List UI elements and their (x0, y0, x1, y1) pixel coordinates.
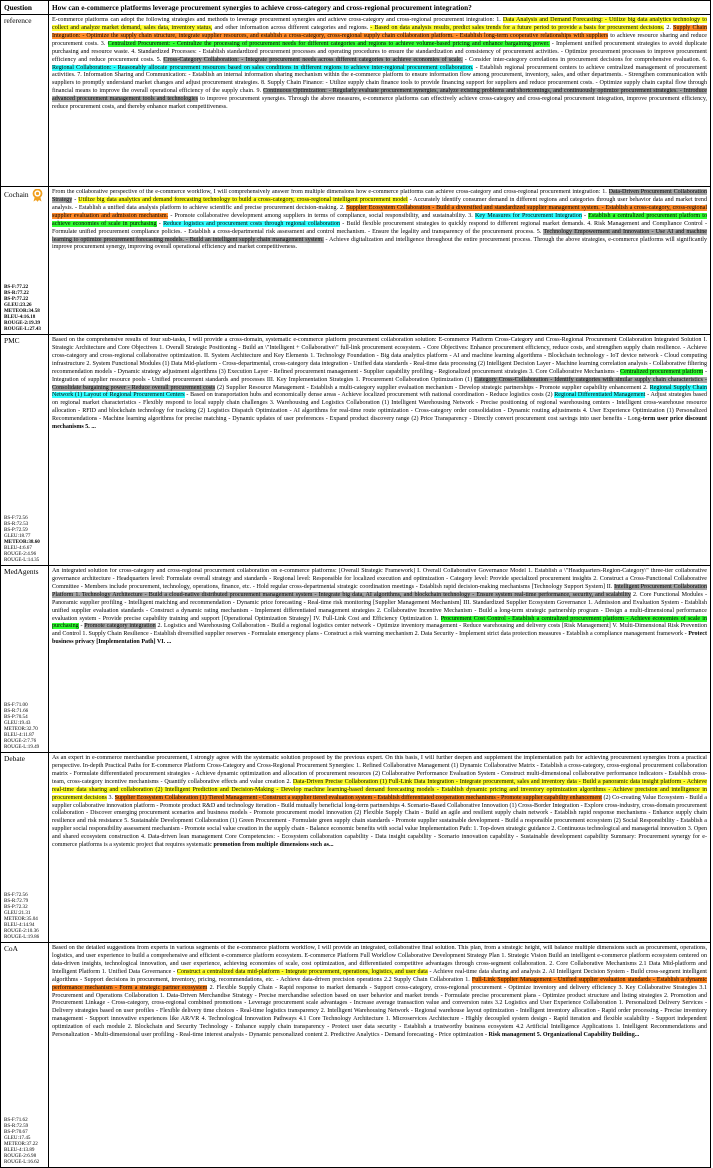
metric-value: GLEU:21.31 (4, 910, 31, 917)
text-run: 3. (106, 794, 115, 801)
highlight-yellow: - Based on data analysis results, predict sales trends for a future period to provide a basis for procurement decisions. (370, 25, 665, 32)
text-run: - Promote collaborative development among suppliers in terms of compliance, social responsibility, and sustainability. 3. (168, 212, 475, 219)
metric-value: ROUGE-L:14.35 (4, 557, 40, 564)
answer-cell (49, 15, 711, 187)
header-row (1, 1, 711, 15)
highlight-yellow: Utilize big data analytics and demand forecasting technology to build a cross-category, cross-regional intelligent procurement model (78, 197, 408, 204)
highlight-yellow: Construct a centralized data mid-platform - Integrate procurement, operations, logistics, and user data (176, 968, 428, 975)
metric-value: BS-F:71.62 (4, 1117, 28, 1124)
text-run: 2. Flexible Supply Chain - Rapid response to market demands - Support cross-category, cross-regional procurement - Optimize inventory and delivery efficiency 3. Key Collaborative Strategies 3.1 Procurement and Operations Collaboration 1. Data-Driven Merchandise Strategy - Precise merchandise selection based on user behavior and market trends - Formulate precise procurement plans - Optimize product structure and listing strategies 2. Promotion and Procurement Linkage - Cross-category, cross-regional combined promotions - Leverage procurement scale advantages - Increase average transaction value and conversion rates 3.2 Logistics and User Experience Collaboration 1. Personalized Delivery Services - Delivery strategies based on user profiles - Flexible delivery time choices - Real-time logistics transparency 2. Intelligent Warehousing Network - Regional warehouse layout optimization - Intelligent inventory allocation - Rapid order processing - Precise inventory management - Support innovative experiences like AR/VR 4. Technological Innovation Pathways 4.1 Core Technology Architecture 1. Microservices Architecture - Highly decoupled system design - Rapid iteration and flexible scalability - Support independent optimization of each module 2. Blockchain and Security Technology - Enhance supply chain transparency - Protect user data security - Establish a trustworthy business ecosystem 4.2 Artificial Intelligence Applications 1. Intelligent Recommendations and Personalization - Multi-dimensional user profiling - Real-time interest analysis - Dynamic personalized content 2. Predictive Analytics - Demand forecasting - Price optimization - (52, 984, 707, 1039)
highlight-orange: Supplier Ecosystem Collaboration (1) Tiered Management - Construct a supplier tiered evaluation system - Establish differentiated cooperation mechanisms - Promote supplier capability enhancement (114, 794, 602, 801)
answer-cell (49, 335, 711, 566)
answer-text (52, 568, 707, 647)
method-name: Cochain (4, 190, 29, 200)
metric-value: ROUGE-L:16.62 (4, 1159, 40, 1166)
highlight-yellow: Data Analysis and Demand Forecasting: - Utilize big data analytics technology to collect and analyze market demand, sales data, inventory status, (52, 17, 707, 32)
text-run: Based on the comprehensive results of four sub-tasks, I will provide a cross-domain, systematic e-commerce platform procurement collaboration solution: E-commerce Platform Cross-Category and Cross-Regional Procurement Collaboration Integrated Solution I. Strategic Architecture and Core Objectives 1. Overall Strategic Positioning - Build an \"Intelligent + Collaborative\" full-link procurement ecosystem. - Core Objectives: Enhance procurement efficiency, reduce costs, and strengthen supply chain resilience. - Achieve cross-category and cross-regional collaborative optimization. II. System Architecture and Key Elements 1. Technology Foundation - Big data analytics platform - AI and machine learning algorithms - Blockchain technology - IoT device network - Cloud computing infrastructure 2. System Functional Modules (1) Data Mid-platform - Cross-departmental, cross-category data integration - Unified data standards - Real-time data processing (2) Intelligent Decision Layer - Machine learning correlation analysis - Collaborative filtering recommendation models - Dynamic strategy adjustment algorithms (3) Execution Layer - Refined procurement management - Supplier capability profiling - Regionalized procurement strategies 3. Core Collaborative Mechanisms - (52, 337, 707, 375)
answer-text (52, 17, 707, 112)
metric-value: BLEU-4:16.18 (4, 314, 36, 321)
metric-value: ROUGE-2:10.36 (4, 928, 39, 935)
question-text: How can e-commerce platforms leverage procurement synergies to achieve cross-category and cross-regional procurement integration? (49, 1, 711, 15)
metrics-list (4, 1117, 45, 1165)
text-run: - Consider inter-category correlations in procurement decisions for comprehensive evaluation. 6. (462, 56, 707, 63)
highlight-orange: Supplier Ecosystem Collaboration - Build a diversified and standardized supplier management system. - Establish a cross-category, cross-regional supplier evaluation and admission mechanism. (52, 204, 707, 219)
highlight-orange: Full-Link Supplier Management - Unified supplier evaluation standards - Establish a dynamic performance mechanism - Form a strategic partner ecosystem (52, 976, 707, 991)
metric-value: ROUGE-2:6.98 (4, 1153, 37, 1160)
highlight-orange: Supply Chain Integration: - Optimize the supply chain structure, integrate supplier resources, and establish a cross-category, cross-regional supply chain collaboration platform. - Establish long-term cooperative relationships with suppliers (52, 25, 707, 39)
metric-value: BS-R:77.22 (4, 290, 29, 297)
text-run: - Implement unified procurement strategies to avoid duplicate purchasing and resource waste. 4. Standardized Processes: - Establish standardized procurement processes and operating procedures to ensure the standardization and consistency of procurement activities. - Optimize procurement processes to improve procurement efficiency and reduce procurement costs. 5. (52, 40, 707, 63)
medal-icon (32, 189, 43, 202)
highlight-gray: Data-Driven Procurement Collaboration Strategy (52, 189, 707, 204)
answer-text (52, 945, 707, 1040)
text-run: E-commerce platforms can adopt the following strategies and methods to leverage procurement synergies and achieve cross-category and cross-regional procurement integration: 1. (52, 17, 503, 24)
text-run: (2) Supplier Resource Management - Establish a multi-category supplier evaluation mechanism - Develop strategic partnerships - Promote supplier capability enhancement 2. (215, 384, 650, 391)
highlight-gray: Intelligent Procurement Collaboration Platform 1. Technology Architecture - Build a cloud-native distributed procurement management system - Integrate big data, AI algorithms, and blockchain technology - Ensure system real-time performance, security, and scalability (52, 583, 707, 598)
answer-cell (49, 566, 711, 753)
metric-value: BS-F:72.56 (4, 892, 28, 899)
highlight-cyan: Regional Collaboration: - Reasonably allocate procurement resources based on sales conditions in different regions to achieve inter-regional procurement collaboration. (52, 64, 474, 71)
metric-value: METEOR:34.58 (4, 308, 40, 315)
method-name: PMC (4, 336, 20, 346)
metrics-list (4, 892, 45, 940)
method-name: reference (4, 16, 32, 26)
answer-text (52, 755, 707, 850)
metric-value: BS-P:72.32 (4, 904, 28, 911)
text-run: to achieve resource sharing and reduce procurement costs. 3. (52, 32, 707, 47)
highlight-gray: Category Cross-Collaboration - Identify categories with similar supply chain characteristics - Consolidate bargaining power - Reduce overall procurement costs (52, 376, 707, 391)
metric-value: ROUGE-L:19.86 (4, 934, 40, 941)
method-cell (1, 566, 49, 753)
answer-text (52, 189, 707, 252)
text-run: - Adjust strategies based on regional market characteristics - Flexibly respond to local supply chain challenges 3. Warehousing and Logistics Collaboration (1) Intelligent Warehousing Network - Precise positioning of regional warehousing centers - Intelligent cross-warehouse resource allocation - RFID and blockchain technology for tracking (2) Logistics Dispatch Optimization - AI algorithms for real-time route optimization - Cross-category order consolidation - Dynamic routing adjustments 4. User Experience Optimization (1) Personalized Recommendations - Machine learning algorithms for precise matching - Dynamic updates of user preferences - Expand product discovery range (2) Price Transparency - Directly convert procurement cost savings into user benefits - Long- (52, 392, 707, 423)
highlight-green: Centralized procurement platform (620, 368, 704, 375)
text-run: - (78, 623, 85, 630)
metric-value: ROUGE-2:4.96 (4, 551, 37, 558)
text-run: From the collaborative perspective of the e-commerce workflow, I will comprehensively answer from multiple dimensions how e-commerce platforms can achieve cross-category and cross-regional procurement integration: 1. (52, 189, 609, 196)
text-run: 2. (664, 25, 674, 32)
metric-value: ROUGE-L:19.49 (4, 744, 40, 751)
text-run: - Accurately identify consumer demand in different regions and categories through user behavior data and market trend analysis. - Establish a unified data analysis platform to achieve scientific and precise procurement decision-making. 2. (52, 197, 707, 211)
highlight-cyan: Regional Supply Chain Network (1) Layout of Regional Procurement Centers (52, 384, 707, 399)
metric-value: GLEU:17.45 (4, 1135, 31, 1142)
method-row-reference (1, 15, 711, 187)
metric-value: METEOR:38.60 (4, 539, 40, 546)
text-run: (2) Co-creating Value Ecosystem - Build a supplier collaborative innovation platform - Promote product R&D and technology iteration - Build mutually beneficial long-term partnerships 4. Scenario-Based Collaborative Innovation (1) Cross-Border Integration - Explore cross-industry, cross-domain procurement collaboration - Discover emerging procurement scenarios and business models - Promote procurement model innovation (2) Flexible Supply Chain - Build an agile and resilient supply chain network - Establish rapid response mechanisms - Enhance supply chain resilience and risk resistance 5. Sustainable Development Collaboration (1) Green Procurement - Formulate green supply chain standards - Promote supplier sustainable development - Build a responsible procurement ecosystem (2) Social Responsibility - Establish a supplier social responsibility assessment mechanism - Promote social value creation in the supply chain - Balance economic benefits with social value Implementation Path: 1. Top-down strategic guidance 2. Continuous technological and managerial innovation 3. Open and shared ecosystem construction 4. Data-driven lean management Core Competencies: - Ecosystem collaboration capability - Data insight capability - Scenario innovation capability - Sustainable development capability Summary: Procurement synergy for e-commerce platforms is a systemic project that requires systematic (52, 794, 707, 849)
metric-value: GLEU:23.26 (4, 302, 32, 309)
method-row-coa (1, 943, 711, 1168)
metric-value: BS-R:72.79 (4, 898, 29, 905)
bold-text: Protect business privacy [Implementation Path] VI. ... (52, 631, 707, 646)
highlight-cyan: Regional Differentiated Management (554, 392, 646, 399)
metric-value: METEOR:35.04 (4, 916, 38, 923)
text-run: to improve procurement synergies. Through the above measures, e-commerce platforms can effectively achieve cross-category and cross-regional procurement integration, improve procurement efficiency, reduce procurement costs, and thereby enhance market competitiveness. (52, 96, 707, 111)
method-cell (1, 753, 49, 943)
metric-value: ROUGE-2:19.39 (4, 320, 41, 327)
metric-value: METEOR:37.22 (4, 1141, 38, 1148)
bold-text: term user price discount mechanisms 5. ... (52, 416, 707, 431)
highlight-gray: Continuous Optimization: - Regularly evaluate procurement synergies, analyze existing problems and shortcomings, and continuously optimize procurement strategies. - Introduce advanced procurement management tools and technologies (52, 88, 707, 103)
text-run: - Achieve real-time data sharing and analysis 2. AI Intelligent Decision System - Build cross-segment intelligent algorithms - Support decisions in procurement, inventory, pricing, recommendations, etc. - Achieve data-driven precision operations 2.2 Supply Chain Collaboration 1. (52, 968, 707, 983)
highlight-gray: Promote category integration (84, 623, 156, 630)
metrics-list (4, 702, 45, 750)
text-run: An integrated solution for cross-category and cross-regional procurement collaboration on e-commerce platforms: [Overall Strategic Framework] I. Overall Collaborative Governance Model 1. Establish a \"Headquarters-Region-Category\" three-tier collaborative governance architecture - Headquarters level: Formulate overall strategy and standards - Regional level: Responsible for localized execution and optimization - Category level: Provide specialized procurement insights 2. Construct a Cross-Functional Collaborative Committee - Members include procurement, technology, operations, finance, etc. - Hold regular cross-departmental strategic coordination meetings - Establish rapid decision-making mechanisms [Technology Support System] II. (52, 568, 707, 590)
metric-value: BS-P:72.59 (4, 527, 28, 534)
metric-value: ROUGE-2:7.76 (4, 738, 37, 745)
metric-value: BS-R:71.66 (4, 708, 29, 715)
method-name: Debate (4, 754, 25, 764)
text-run: and other information across different categories and regions. (212, 25, 371, 32)
text-run: - (72, 197, 79, 204)
text-run: As an expert in e-commerce merchandise procurement, I strongly agree with the systematic solution proposed by the previous expert. On this basis, I will further deepen and supplement the implementation path for achieving procurement synergies from a practical perspective. In-depth Practical Paths for E-commerce Platform Cross-Category and Cross-Regional Procurement Synergies: 1. Refined Collaborative Management (1) Dynamic Collaborative Matrix - Establish a cross-category, cross-regional procurement collaboration matrix - Formulate differentiated procurement strategies - Achieve dynamic optimization and allocation of procurement resources (2) Collaborative Performance Evaluation System - Construct multi-dimensional collaborative performance indicators - Establish cross-team, cross-category incentive mechanisms - Quantify collaborative effects and value creation 2. (52, 755, 707, 785)
method-cell (1, 15, 49, 187)
metrics-list (4, 515, 45, 563)
metric-value: BLEU-4:14.94 (4, 922, 35, 929)
bold-text: Risk management 5. Organizational Capability Building... (488, 1032, 640, 1039)
metric-value: BS-R:72.53 (4, 521, 29, 528)
answer-text (52, 337, 707, 432)
metrics-list (4, 284, 45, 332)
text-run: - Achieve digitalization and intelligence throughout the entire procurement process. Through the above strategies, e-commerce platforms will significantly improve procurement synergy, improving overall operational efficiency and market competitiveness. (52, 236, 707, 251)
highlight-gray: Cross-Category Collaboration: - Integrate procurement needs across different categories to achieve economies of scale. (163, 56, 463, 63)
answer-cell (49, 187, 711, 335)
metric-value: GLEU:18.77 (4, 533, 31, 540)
metric-value: BS-P:77.22 (4, 296, 29, 303)
method-row-cochain (1, 187, 711, 335)
metric-value: BS-F:71.00 (4, 702, 28, 709)
method-name: CoA (4, 944, 18, 954)
highlight-green: Establish a centralized procurement platform to achieve economies of scale in purchasing (52, 212, 707, 227)
highlight-green: Procurement Cost Control - Establish a centralized procurement platform - Achieve economies of scale in purchasing (52, 615, 707, 630)
text-run: 2. Logistics and Warehousing Collaboration - Build a regional logistics center network - Optimize inventory management - Reduce warehousing and delivery costs [Risk Management] V. Multi-Dimensional Risk Prevention and Control 1. Supply Chain Resilience - Establish diversified supplier reserves - Formulate emergency plans - Construct a risk warning mechanism 2. Data Security - Implement strict data protection measures - Establish a compliance management framework - (52, 623, 707, 638)
metric-value: ROUGE-L:27.43 (4, 326, 41, 333)
metric-value: GLEU:19.43 (4, 720, 31, 727)
text-run: - Integration of supplier resource pools - Unified procurement standards and processes III. Key Implementation Strategies 1. Procurement Collaboration Optimization (1) (52, 368, 707, 383)
metric-value: METEOR:32.70 (4, 726, 38, 733)
metric-value: BS-P:70.67 (4, 1129, 28, 1136)
metric-value: BS-F:72.56 (4, 515, 28, 522)
text-run: - Establish regional procurement centers to achieve centralized management of procurement activities. 7. Information Sharing and Communication: - Establish an internal information sharing mechanism within the e-commerce platform to ensure information flow among procurement, inventory, sales, and other departments. - Strengthen communication with suppliers to promptly understand market changes and adjust procurement strategies. 8. Supply Chain Finance: - Utilize supply chain finance tools to provide financing support for suppliers and reduce procurement costs. - Optimize supply chain capital flow through financial means to improve the overall operational efficiency of the supply chain. 9. (52, 64, 707, 95)
metric-value: BS-P:70.54 (4, 714, 28, 721)
method-row-pmc (1, 335, 711, 566)
highlight-gray: Technology Empowerment and Innovation - Use AI and machine learning to optimize procurement forecasting models. - Build an intelligent supply chain management system. (52, 228, 707, 243)
highlight-yellow: Data-Driven Precise Collaboration (1) Full-Link Data Integration - Integrate procurement, sales and inventory data - Build a panoramic data insight platform - Achieve real-time data sharing and collaboration (2) Intelligent Prediction and Decision-Making - Develop machine learning-based demand forecasting models - Establish dynamic pricing and inventory optimization algorithms - Achieve precision and intelligence in procurement decisions (52, 778, 707, 801)
method-name: MedAgents (4, 567, 39, 577)
metric-value: BLEU-4:13.89 (4, 1147, 35, 1154)
method-cell (1, 943, 49, 1168)
answer-cell (49, 753, 711, 943)
highlight-cyan: Reduce logistics and procurement costs through regional collaboration (163, 220, 340, 227)
metric-value: BS-F:77.22 (4, 284, 29, 291)
text-run: - (581, 212, 589, 219)
method-cell (1, 187, 49, 335)
text-run: Based on the detailed suggestions from experts in various segments of the e-commerce platform workflow, I will provide an integrated, collaborative final solution. This plan, from a strategic height, will balance multiple dimensions such as procurement, operations, logistics, and user experience to build a comprehensive and efficient e-commerce platform ecosystem. E-commerce Platform Full Workflow Collaborative Development Strategy Plan 1. Strategic Vision Build an intelligent e-commerce platform ecosystem centered on data-driven insights, technological innovation, and user experience, achieving economies of scale, cost optimization, and differentiated competitive advantages through cross-segment collaboration. 2. Core Collaborative Mechanisms 2.1 Data Mid-platform and Intelligent Platform 1. Unified Data Governance - (52, 945, 707, 975)
metric-value: BS-R:72.59 (4, 1123, 29, 1130)
metric-value: BLEU-4:11.87 (4, 732, 35, 739)
text-run: - (156, 220, 164, 227)
method-cell (1, 335, 49, 566)
text-run: - Based on transportation hubs and economically dense areas - Achieve localized procurement with national coordination - Reduce logistics costs (2) (184, 392, 555, 399)
method-row-debate (1, 753, 711, 943)
text-run: - Build flexible procurement strategies to quickly respond to different regional market demands. 4. Risk Management and Compliance Control - Formulate unified procurement compliance policies. - Establish a cross-departmental risk assessment and control mechanism. - Ensure the legality and transparency of the procurement process. 5. (52, 220, 707, 235)
highlight-green: Centralized Procurement: - Centralize the processing of procurement needs for different categories and regions to achieve volume-based pricing and enhance bargaining power. (107, 40, 550, 47)
answer-cell (49, 943, 711, 1168)
question-label: Question (1, 1, 49, 15)
bold-text: promotion from multiple dimensions such as... (213, 842, 334, 849)
metric-value: BLEU-4:6.67 (4, 545, 32, 552)
text-run: 2. Core Functional Modules - Panoramic supplier profiling - Intelligent matching and recommendation - Dynamic price forecasting - Real-time risk monitoring [Supplier Management Mechanism] III. Standardized Supplier Ecosystem Governance 1. Admission and Evaluation System - Establish unified supplier evaluation standards - Construct a dynamic rating mechanism - Implement differentiated management strategies 2. Collaborative Incentive Mechanism - Build a long-term strategic partnership program - Design a multi-dimensional performance evaluation system - Provide precise capability training and support [Operational Optimization Strategy] IV. Full-Link Cost and Efficiency Optimization 1. (52, 591, 707, 622)
method-row-medagents (1, 566, 711, 753)
highlight-cyan: Key Measures for Procurement Integration (475, 212, 582, 219)
